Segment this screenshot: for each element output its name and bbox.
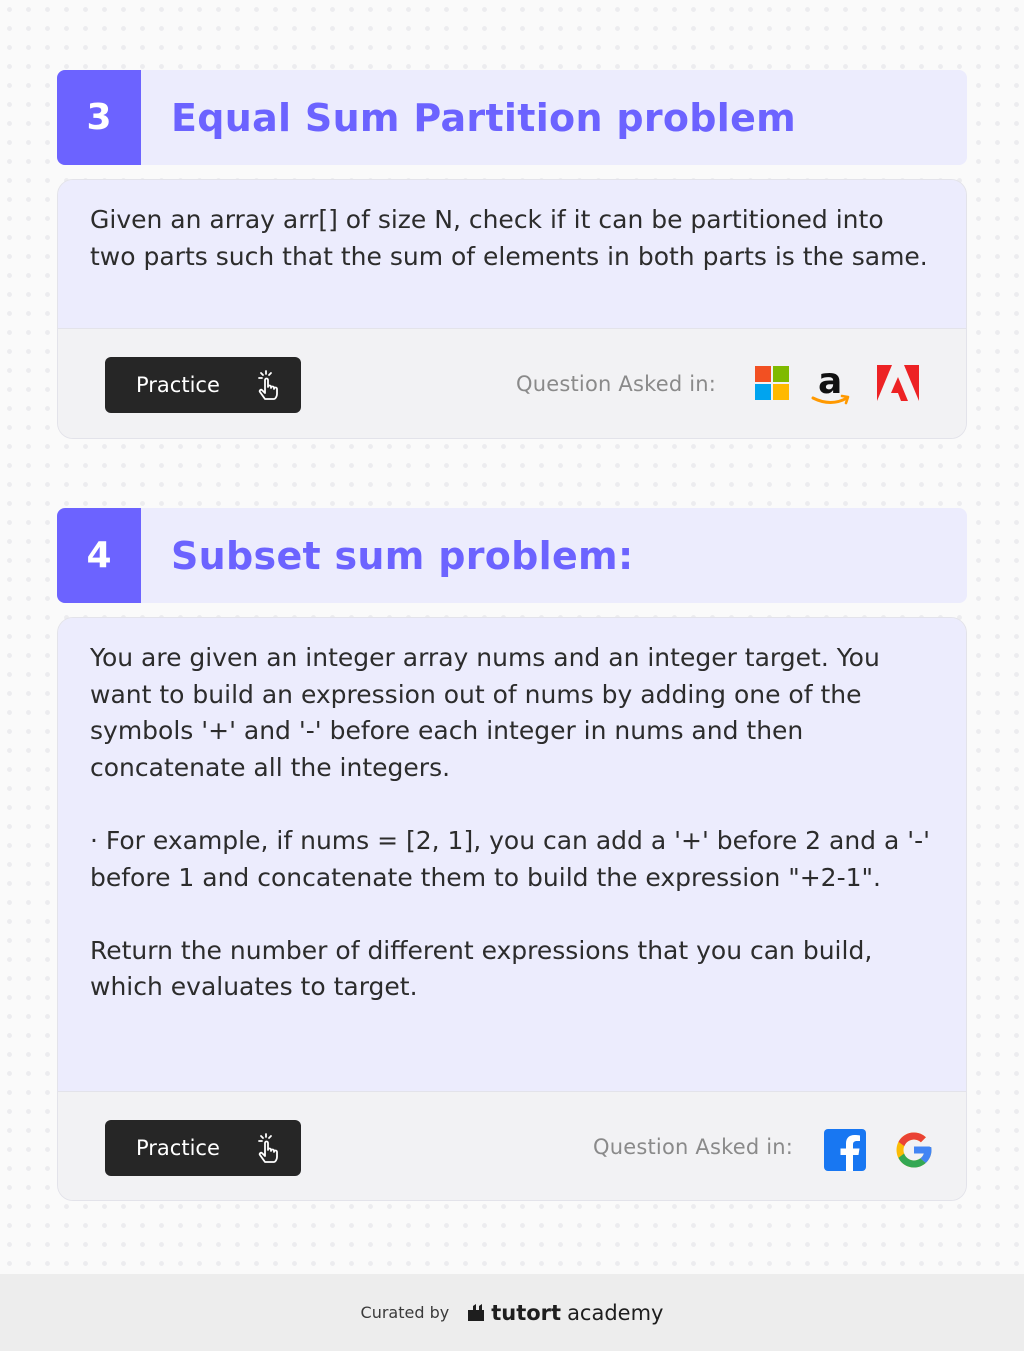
curated-by-label: Curated by (360, 1303, 450, 1322)
svg-text:a: a (818, 362, 843, 402)
problem-number: 3 (57, 70, 141, 165)
brand-name-bold: tutort (491, 1300, 562, 1325)
practice-button[interactable] (105, 357, 301, 413)
page-footer (0, 1274, 1024, 1351)
practice-button[interactable] (105, 1120, 301, 1176)
problem-description (58, 618, 966, 1091)
card-header (57, 508, 967, 603)
problem-description (58, 180, 966, 328)
problem-number: 4 (57, 508, 141, 603)
tutort-logo-icon (467, 1304, 485, 1322)
card-body (57, 179, 967, 439)
tap-icon (256, 1132, 282, 1164)
description-example: · For example, if nums = [2, 1], you can add a '+' before 2 and a '-' before 1 and concatenate them to build the expression "+2-1". (90, 825, 931, 892)
description-paragraph: Return the number of different expressions that you can build, which evaluates to target. (90, 935, 873, 1002)
description-paragraph: You are given an integer array nums and an integer target. You want to build an expression out of nums by adding one of the symbols '+' and '-' before each integer in nums and then concatenate all the integers. (90, 643, 880, 782)
tap-icon (256, 369, 282, 401)
problem-card-4 (57, 508, 967, 1160)
card-body (57, 617, 967, 1201)
amazon-logo-icon (811, 362, 853, 408)
problem-title: Subset sum problem: (171, 533, 634, 578)
problem-title: Equal Sum Partition problem (171, 95, 797, 140)
asked-in-label: Question Asked in: (516, 372, 717, 396)
description-paragraph: Given an array arr[] of size N, check if it can be partitioned into two parts such that the sum of elements in both parts is the same. (90, 205, 928, 271)
asked-in-label: Question Asked in: (593, 1135, 794, 1159)
card-header (57, 70, 967, 165)
practice-label: Practice (136, 373, 220, 397)
adobe-logo-icon (877, 365, 919, 401)
google-logo-icon (893, 1129, 935, 1171)
facebook-logo-icon (824, 1129, 866, 1171)
practice-label: Practice (136, 1136, 220, 1160)
problem-card-3 (57, 70, 967, 402)
microsoft-logo-icon (755, 366, 789, 400)
brand-name-light: academy (567, 1300, 664, 1325)
card-footer (58, 328, 966, 439)
card-footer (58, 1091, 966, 1201)
brand-logo (467, 1301, 663, 1325)
